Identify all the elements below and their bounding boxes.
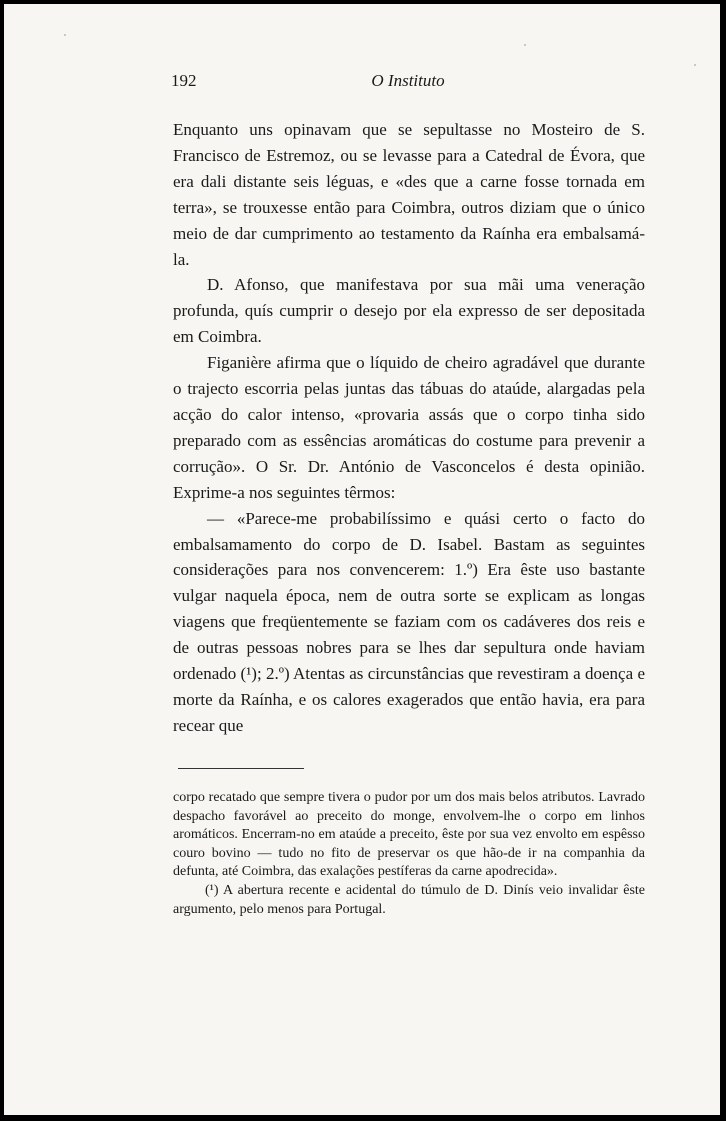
paragraph: D. Afonso, que manifestava por sua mãi uma veneração profunda, quís cumprir o desejo por ela expresso de ser depositada em Coimbra. [173, 275, 645, 347]
footnote-1: (¹) A abertura recente e acidental do túmulo de D. Dinís veio invalidar êste argumento, pelo menos para Portugal. [173, 882, 645, 917]
body-text [173, 117, 645, 739]
page-header [171, 71, 645, 97]
book-page [4, 4, 720, 1115]
paper-speck [524, 44, 526, 46]
footnote-divider [178, 768, 304, 769]
running-title: O Instituto [371, 71, 445, 90]
page-number: 192 [171, 71, 197, 90]
paper-speck [64, 34, 66, 36]
paragraph: Enquanto uns opinavam que se sepultasse no Mosteiro de S. Francisco de Estremoz, ou se levasse para a Catedral de Évora, que era dali distante seis léguas, e «des que a carne fosse tornada em terra», se trouxesse então para Coimbra, outros diziam que o único meio de dar cumprimento ao testamento da Raínha era embalsamá-la. [173, 120, 645, 269]
paragraph: — «Parece-me probabilíssimo e quási certo o facto do embalsamamento do corpo de D. Isabel. Bastam as seguintes considerações para nos convencerem: 1.º) Era êste uso bastante vulgar naquela época, nem de outra sorte se explicam as longas viagens que freqüentemente se faziam com os cadáveres dos reis e de outras pessoas nobres para se lhes dar sepultura onde haviam ordenado (¹); 2.º) Atentas as circunstâncias que revestiram a doença e morte da Raínha, e os calores exagerados que então havia, era para recear que [173, 508, 645, 735]
footnote-continuation: corpo recatado que sempre tivera o pudor por um dos mais belos atributos. Lavrado despacho favorável ao preceito do monge, envolvem-lhe o corpo em linhos aromáticos. Encerram-no em ataúde a preceito, êste por sua vez envolto em espêsso couro bovino — tudo no fito de preservar os que hão-de ir na companhia da defunta, até Coimbra, das exalações pestíferas da carne apodrecida». [173, 790, 645, 880]
paragraph: Figanière afirma que o líquido de cheiro agradável que durante o trajecto escorria pelas juntas das tábuas do ataúde, alargadas pela acção do calor intenso, «provaria assás que o corpo tinha sido preparado com as essências aromáticas do costume para prevenir a corrução». O Sr. Dr. António de Vasconcelos é desta opinião. Exprime-a nos seguintes têrmos: [173, 353, 645, 502]
footnotes [173, 789, 645, 919]
paper-speck [694, 64, 696, 66]
